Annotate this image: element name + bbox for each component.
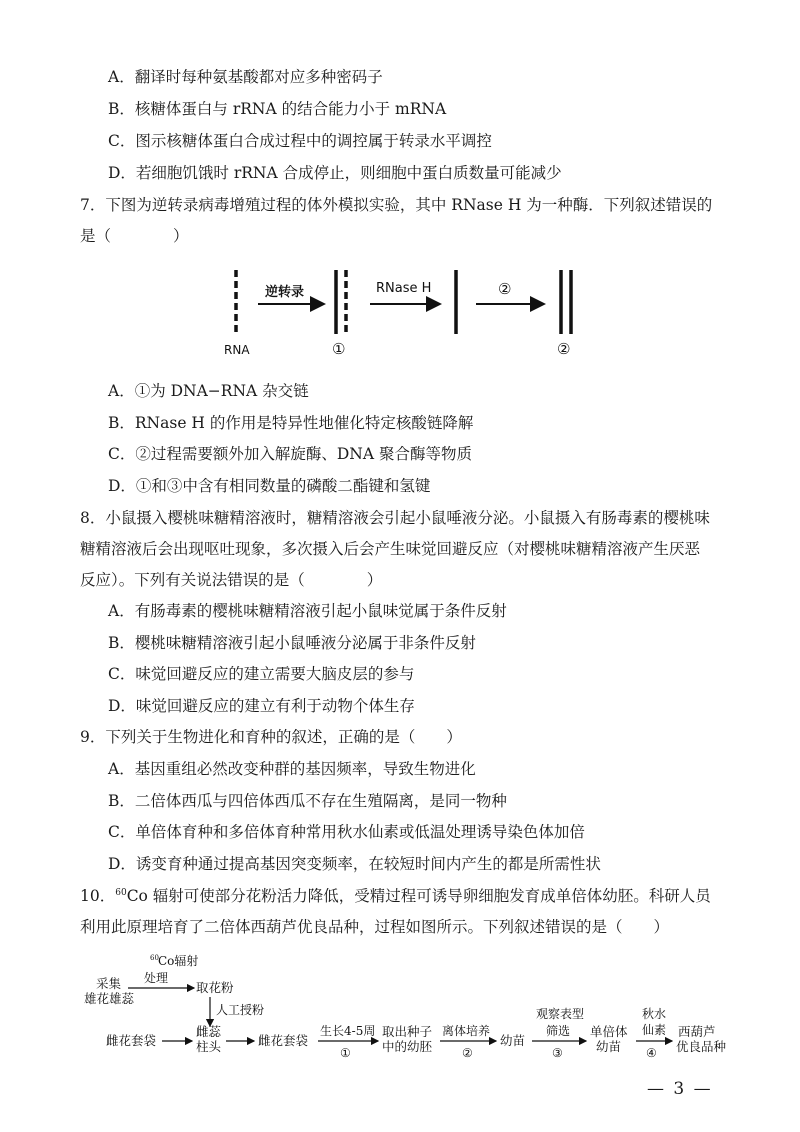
q9-option-a: A．基因重组必然改变种群的基因频率，导致生物进化 [108, 760, 476, 778]
step-1-label: ① [340, 1046, 351, 1060]
haploid-line2: 幼苗 [596, 1039, 622, 1054]
dsdna-label: ② [557, 340, 571, 358]
irradiation-sup: 60 [150, 954, 159, 962]
seedling-label: 幼苗 [500, 1033, 526, 1048]
irradiation-label-b: 处理 [144, 971, 169, 985]
q9-stem: 9．下列关于生物进化和育种的叙述，正确的是（ ） [80, 728, 462, 746]
q9-option-b: B．二倍体西瓜与四倍体西瓜不存在生殖隔离，是同一物种 [108, 792, 507, 810]
colchicine-line2: 仙素 [642, 1023, 667, 1037]
q10-flow-diagram [84, 950, 744, 1068]
hybrid-label: ① [332, 340, 346, 358]
screen-label: 筛选 [546, 1024, 571, 1038]
page-number: — 3 — [647, 1079, 713, 1099]
q8-stem-line3: 反应）。下列有关说法错误的是（ ） [80, 571, 383, 589]
q6-option-a: A．翻译时每种氨基酸都对应多种密码子 [108, 68, 383, 86]
q10-stem-line2: 利用此原理培育了二倍体西葫芦优良品种，过程如图所示。下列叙述错误的是（ ） [80, 918, 670, 936]
step-2-label: ② [462, 1046, 473, 1060]
irradiation-label-a: Co辐射 [158, 954, 199, 968]
q7-stem-line2: 是（ ） [80, 227, 189, 245]
grow-label: 生长4-5周 [320, 1024, 376, 1038]
q6-option-b: B．核糖体蛋白与 rRNA 的结合能力小于 mRNA [108, 100, 447, 118]
q7-stem-line1: 7．下图为逆转录病毒增殖过程的体外模拟实验，其中 RNase H 为一种酶．下列叙述错误的 [80, 196, 713, 214]
pollen-label: 取花粉 [196, 980, 234, 995]
step-4-label: ④ [646, 1046, 657, 1060]
step3-label: ② [498, 280, 512, 298]
embryo-line1: 取出种子 [382, 1024, 433, 1039]
step2-label: RNase H [376, 281, 432, 296]
q8-option-c: C．味觉回避反应的建立需要大脑皮层的参与 [108, 665, 415, 683]
culture-label: 离体培养 [442, 1024, 491, 1038]
q8-stem-line2: 糖精溶液后会出现呕吐现象，多次摄入后会产生味觉回避反应（对樱桃味糖精溶液产生厌恶 [80, 540, 701, 558]
q8-option-a: A．有肠毒素的樱桃味糖精溶液引起小鼠味觉属于条件反射 [108, 602, 507, 620]
haploid-line1: 单倍体 [590, 1024, 628, 1039]
q6-option-d: D．若细胞饥饿时 rRNA 合成停止，则细胞中蛋白质数量可能减少 [108, 164, 562, 182]
step1-label: 逆转录 [265, 285, 305, 300]
bag-label-2: 雌花套袋 [258, 1033, 309, 1048]
manual-pollination-label: 人工授粉 [216, 1003, 265, 1017]
embryo-line2: 中的幼胚 [382, 1039, 433, 1054]
bag-label-1: 雌花套袋 [106, 1033, 157, 1048]
q8-stem-line1: 8．小鼠摄入樱桃味糖精溶液时，糖精溶液会引起小鼠唾液分泌。小鼠摄入有肠毒素的樱桃味 [80, 509, 710, 527]
q7-option-b: B．RNase H 的作用是特异性地催化特定核酸链降解 [108, 414, 474, 432]
stigma-line1: 雌蕊 [196, 1024, 222, 1039]
q9-option-d: D．诱变育种通过提高基因突变频率，在较短时间内产生的都是所需性状 [108, 855, 601, 873]
final-line2: 优良品种 [676, 1039, 727, 1054]
q9-option-c: C．单倍体育种和多倍体育种常用秋水仙素或低温处理诱导染色体加倍 [108, 823, 585, 841]
q7-diagram [210, 262, 590, 362]
collect-line1: 采集 [96, 976, 122, 991]
q7-option-c: C．②过程需要额外加入解旋酶、DNA 聚合酶等物质 [108, 445, 472, 463]
q7-option-a: A．①为 DNA−RNA 杂交链 [108, 382, 309, 400]
q10-isotope-mass: 60 [115, 888, 127, 898]
q10-number: 10． [80, 887, 116, 905]
q10-stem-rest: Co 辐射可使部分花粉活力降低，受精过程可诱导卵细胞发育成单倍体幼胚。科研人员 [126, 887, 711, 905]
q8-option-d: D．味觉回避反应的建立有利于动物个体生存 [108, 697, 415, 715]
stigma-line2: 柱头 [196, 1039, 222, 1054]
colchicine-line1: 秋水 [642, 1007, 667, 1021]
q6-option-c: C．图示核糖体蛋白合成过程中的调控属于转录水平调控 [108, 132, 492, 150]
observe-label: 观察表型 [536, 1007, 585, 1021]
final-line1: 西葫芦 [678, 1024, 716, 1039]
rna-label: RNA [224, 343, 250, 357]
q8-option-b: B．樱桃味糖精溶液引起小鼠唾液分泌属于非条件反射 [108, 634, 476, 652]
q7-option-d: D．①和③中含有相同数量的磷酸二酯键和氢键 [108, 477, 431, 495]
collect-line2: 雄花雄蕊 [84, 991, 135, 1006]
step-3-label: ③ [552, 1046, 563, 1060]
q10-stem-line1 [80, 885, 711, 910]
